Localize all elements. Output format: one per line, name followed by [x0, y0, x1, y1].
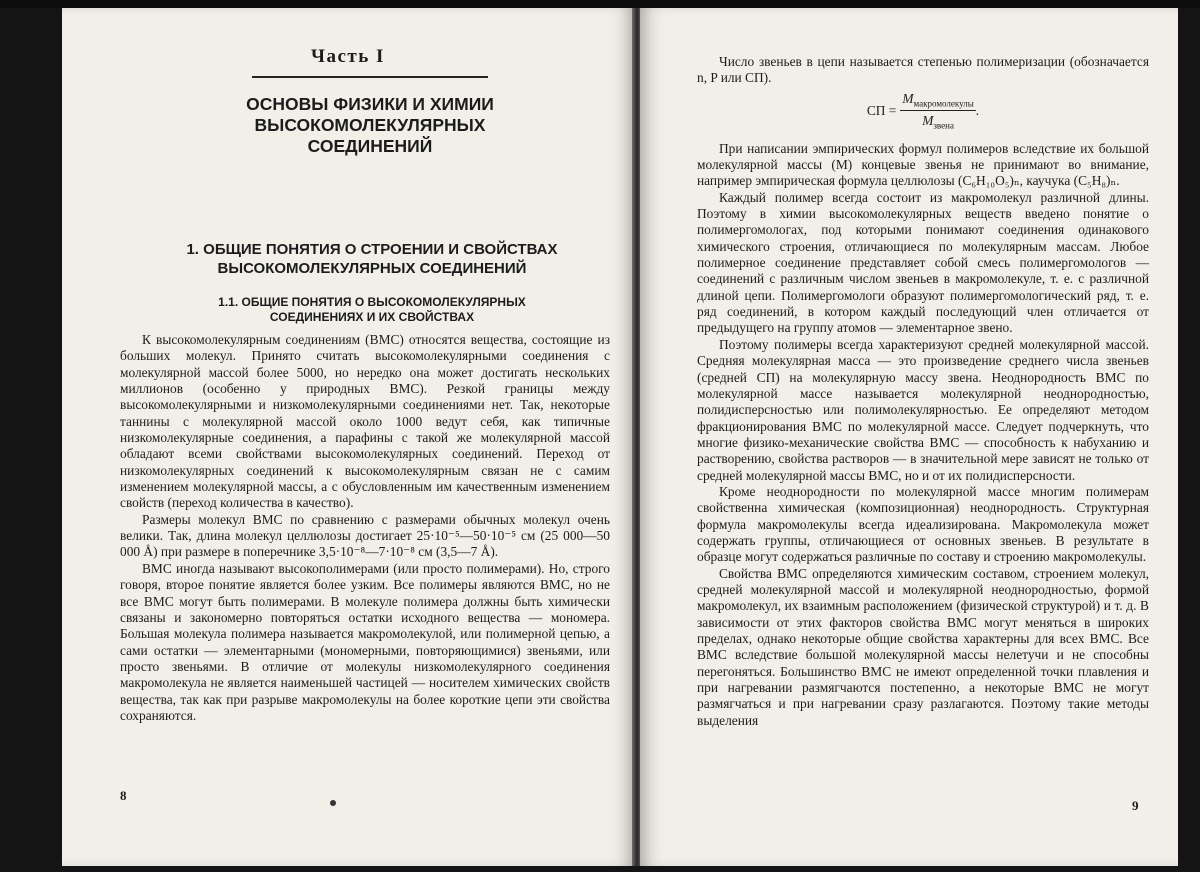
page-number: 9 [1132, 798, 1139, 813]
scan-top-edge [0, 0, 1200, 8]
chapter-heading-line: ВЫСОКОМОЛЕКУЛЯРНЫХ СОЕДИНЕНИЙ [217, 260, 527, 277]
page-number: 8 [120, 788, 127, 803]
part-title: Часть I [311, 46, 385, 67]
left-page-body [120, 332, 610, 724]
section-heading-line: СОЕДИНЕНИЯХ И ИХ СВОЙСТВАХ [269, 310, 475, 324]
body-paragraph: Поэтому полимеры всегда характеризуют средней молекулярной массой. Средняя молекулярная масса — это произведение среднего числа звеньев (средней СП) на молекулярную массу звена. Неоднородность ВМС по молекулярной массе называется молекулярной неоднородностью, полидисперсностью или полимолекулярностью. Ее определяют методом фракционирования ВМС по молекулярной массе. Следует подчеркнуть, что многие физико-механические свойства ВМС — способность к набуханию и растворению, свойства растворов — в значительной мере зависят не только от средней молекулярной массы ВМС, но и от их полидисперсности. [697, 336, 1149, 483]
formula-lhs: СП = [866, 102, 897, 118]
formula-degree-of-polymerization [697, 89, 1149, 133]
body-paragraph: Кроме неоднородности по молекулярной массе многим полимерам свойственна химическая (композиционная) неоднородность. Структурная формула макромолекулы всегда идеализирована. Макромолекула может содержать группы, отличающиеся от основных звеньев. В результате в образце могут содержаться различные по составу и строению макромолекулы. [697, 483, 1149, 565]
body-paragraph: Число звеньев в цепи называется степенью полимеризации (обозначается n, P или СП). [697, 54, 1149, 86]
right-page [640, 8, 1178, 866]
part-heading-line: ВЫСОКОМОЛЕКУЛЯРНЫХ [254, 115, 486, 135]
section-heading [182, 295, 562, 325]
formula-numerator: $M_{макромолекулы}$ [900, 91, 975, 112]
scan-speck [330, 800, 336, 806]
left-page [62, 8, 634, 866]
right-page-body [697, 54, 1149, 729]
part-heading-line: ОСНОВЫ ФИЗИКИ И ХИМИИ [246, 94, 494, 114]
body-paragraph: Размеры молекул ВМС по сравнению с размерами обычных молекул очень велики. Так, длина молекул целлюлозы достигает 25·10⁻⁵—50·10⁻⁵ см (25 000—50 000 Å) при размере в поперечнике 3,5·10⁻⁸—7·10⁻⁸ см (3,5—7 Å). [120, 511, 610, 560]
formula-fraction [900, 91, 975, 131]
section-heading-line: 1.1. ОБЩИЕ ПОНЯТИЯ О ВЫСОКОМОЛЕКУЛЯРНЫХ [218, 295, 526, 309]
chapter-heading-line: 1. ОБЩИЕ ПОНЯТИЯ О СТРОЕНИИ И СВОЙСТВАХ [186, 241, 558, 258]
body-paragraph: К высокомолекулярным соединениям (ВМС) относятся вещества, состоящие из больших молекул. Принято считать высокомолекулярными соединения с молекулярной массой более 5000, но нередко она может достигать нескольких миллионов (особенно у природных ВМС). Резкой границы между высокомолекулярными и низкомолекулярными соединениями нет. Так, некоторые таннины с молекулярной массой около 1000 ведут себя, как типичные низкомолекулярные соединения, а парафины с такой же молекулярной массой обладают всеми свойствами высокомолекулярных соединений. Переход от низкомолекулярных соединений к высокомолекулярным связан не с самим изменением молекулярной массы, а с обусловленным им качественным изменением свойств (переход количества в качество). [120, 332, 610, 511]
part-heading-line: СОЕДИНЕНИЙ [307, 136, 433, 156]
chapter-heading [142, 240, 602, 278]
formula-denominator: $M_{звена}$ [922, 113, 954, 131]
part-heading [182, 94, 558, 157]
body-paragraph: Свойства ВМС определяются химическим составом, строением молекул, средней молекулярной массой и молекулярной неоднородностью, формой макромолекул, их взаимным расположением (физической структурой) и т. д. В зависимости от этих факторов свойства ВМС могут меняться в широких пределах, однако некоторые общие свойства характерны для всех ВМС. Все ВМС вследствие большой молекулярной массы нелетучи и не способны перегоняться. Большинство ВМС не имеют определенной точки плавления и при нагревании размягчаются постепенно, а некоторые ВМС не могут размягчаться и при нагревании сразу разлагаются. Поэтому такие методы выделения [697, 565, 1149, 728]
part-title-rule [252, 76, 488, 78]
body-paragraph: Каждый полимер всегда состоит из макромолекул различной длины. Поэтому в химии высокомолекулярных веществ введено понятие о полимергомологах, под которыми понимают соединения одинакового химического строения, отличающиеся по молекулярным массам. Любое полимерное соединение представляет собой смесь полимергомологов — соединений с различным числом звеньев в макромолекуле, т. е. с различной длиной цепи. Полимергомологи образуют полимергомологический ряд, т. е. ряд соединений, в котором каждый последующий член отличается от предыдущего на группу атомов — элементарное звено. [697, 189, 1149, 336]
formula-end: . [975, 102, 980, 118]
body-paragraph: ВМС иногда называют высокополимерами (или просто полимерами). Но, строго говоря, второе понятие является более узким. Все полимеры являются ВМС, но не все ВМС могут быть полимерами. В молекуле полимера должны быть химически связаны и закономерно повторяться остатки исходного вещества — мономера. Большая молекула полимера называется макромолекулой, или полимерной цепью, а сами остатки — элементарными (мономерными, повторяющимися) звеньями, или просто звеньями. В отличие от молекулы низкомолекулярного соединения макромолекула не является наименьшей частицей — носителем химических свойств вещества, так как при разрыве макромолекулы на более короткие цепи эти свойства сохраняются. [120, 560, 610, 723]
body-paragraph: При написании эмпирических формул полимеров вследствие их большой молекулярной массы (M) концевые звенья не принимают во внимание, например эмпирическая формула целлюлозы (C₆H₁₀O₅)ₙ, каучука (C₅H₈)ₙ. [697, 140, 1149, 189]
